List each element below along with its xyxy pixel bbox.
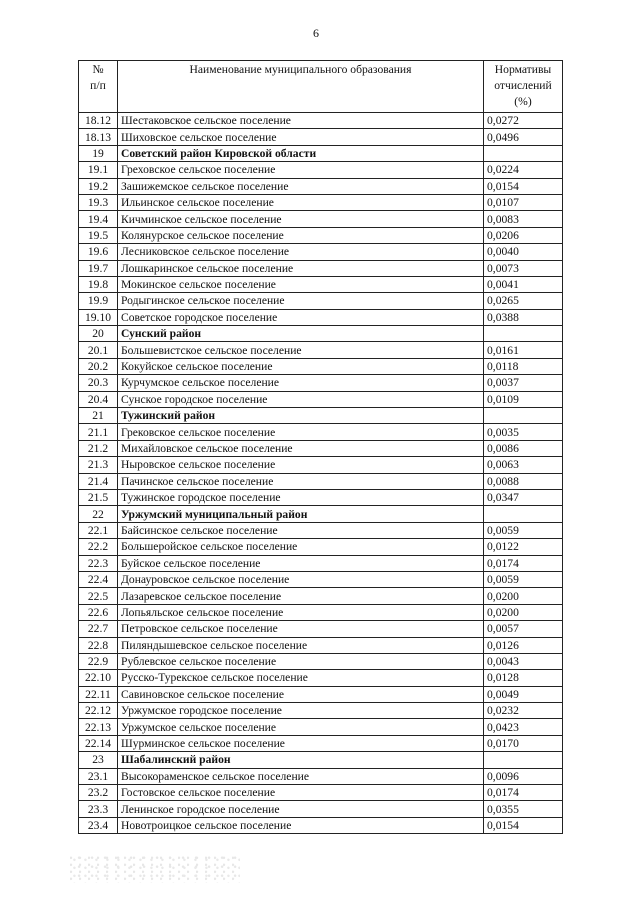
row-name: Лошкаринское сельское поселение	[118, 260, 484, 276]
row-rate: 0,0118	[484, 358, 563, 374]
row-number: 22.14	[79, 735, 118, 751]
row-number: 19.7	[79, 260, 118, 276]
row-rate: 0,0154	[484, 817, 563, 833]
row-rate: 0,0496	[484, 129, 563, 145]
row-name: Кокуйское сельское поселение	[118, 358, 484, 374]
row-name: Ленинское городское поселение	[118, 801, 484, 817]
row-number: 19.9	[79, 293, 118, 309]
row-rate: 0,0200	[484, 588, 563, 604]
row-name: Шурминское сельское поселение	[118, 735, 484, 751]
row-rate: 0,0355	[484, 801, 563, 817]
table-row	[79, 211, 563, 227]
row-number: 22.3	[79, 555, 118, 571]
row-name: Байсинское сельское поселение	[118, 522, 484, 538]
row-number: 20.2	[79, 358, 118, 374]
row-name: Зашижемское сельское поселение	[118, 178, 484, 194]
header-row	[79, 61, 563, 113]
row-number: 19.3	[79, 194, 118, 210]
row-name: Михайловское сельское поселение	[118, 440, 484, 456]
table-row	[79, 391, 563, 407]
table-row	[79, 637, 563, 653]
page-number: 6	[313, 26, 319, 40]
header-num: № п/п	[79, 61, 118, 113]
row-name: Русско-Турекское сельское поселение	[118, 670, 484, 686]
table-row	[79, 162, 563, 178]
row-rate: 0,0388	[484, 309, 563, 325]
table-row	[79, 703, 563, 719]
row-rate	[484, 408, 563, 424]
table-row	[79, 768, 563, 784]
row-name: Тужинское городское поселение	[118, 489, 484, 505]
row-rate: 0,0107	[484, 194, 563, 210]
row-rate: 0,0059	[484, 522, 563, 538]
row-rate	[484, 506, 563, 522]
row-number: 23	[79, 752, 118, 768]
row-number: 22.5	[79, 588, 118, 604]
table-row	[79, 539, 563, 555]
table-row	[79, 194, 563, 210]
row-name: Петровское сельское поселение	[118, 621, 484, 637]
row-number: 22.9	[79, 653, 118, 669]
row-name: Донауровское сельское поселение	[118, 571, 484, 587]
row-number: 22	[79, 506, 118, 522]
row-rate: 0,0041	[484, 276, 563, 292]
table-row	[79, 785, 563, 801]
table-row	[79, 621, 563, 637]
row-number: 19.10	[79, 309, 118, 325]
table-row	[79, 358, 563, 374]
row-name: Лазаревское сельское поселение	[118, 588, 484, 604]
row-number: 22.2	[79, 539, 118, 555]
norms-table	[78, 60, 563, 834]
table-row	[79, 473, 563, 489]
row-rate: 0,0096	[484, 768, 563, 784]
table-row	[79, 342, 563, 358]
row-rate: 0,0174	[484, 785, 563, 801]
row-rate: 0,0040	[484, 244, 563, 260]
row-rate: 0,0423	[484, 719, 563, 735]
row-number: 22.12	[79, 703, 118, 719]
row-name: Гостовское сельское поселение	[118, 785, 484, 801]
row-name: Шиховское сельское поселение	[118, 129, 484, 145]
table-row	[79, 588, 563, 604]
row-number: 19.1	[79, 162, 118, 178]
row-name: Уржумский муниципальный район	[118, 506, 484, 522]
row-number: 22.1	[79, 522, 118, 538]
row-name: Грековское сельское поселение	[118, 424, 484, 440]
row-rate: 0,0154	[484, 178, 563, 194]
table-row	[79, 227, 563, 243]
district-row	[79, 326, 563, 342]
row-rate: 0,0083	[484, 211, 563, 227]
header-rate: Нормативы отчислений (%)	[484, 61, 563, 113]
row-name: Советский район Кировской области	[118, 145, 484, 161]
table-row	[79, 129, 563, 145]
row-number: 22.10	[79, 670, 118, 686]
table-row	[79, 604, 563, 620]
row-number: 19	[79, 145, 118, 161]
row-rate: 0,0109	[484, 391, 563, 407]
table-row	[79, 309, 563, 325]
row-name: Большевистское сельское поселение	[118, 342, 484, 358]
row-number: 19.5	[79, 227, 118, 243]
row-number: 20.1	[79, 342, 118, 358]
row-number: 20	[79, 326, 118, 342]
row-name: Пиляндышевское сельское поселение	[118, 637, 484, 653]
row-number: 19.8	[79, 276, 118, 292]
table-row	[79, 293, 563, 309]
table-row	[79, 686, 563, 702]
row-rate: 0,0161	[484, 342, 563, 358]
row-number: 20.4	[79, 391, 118, 407]
row-rate: 0,0035	[484, 424, 563, 440]
table-row	[79, 653, 563, 669]
row-name: Сунское городское поселение	[118, 391, 484, 407]
row-rate: 0,0122	[484, 539, 563, 555]
table-row	[79, 244, 563, 260]
row-number: 23.1	[79, 768, 118, 784]
row-name: Новотроицкое сельское поселение	[118, 817, 484, 833]
row-number: 18.12	[79, 113, 118, 129]
row-rate	[484, 145, 563, 161]
row-name: Ильинское сельское поселение	[118, 194, 484, 210]
table-row	[79, 375, 563, 391]
row-name: Большеройское сельское поселение	[118, 539, 484, 555]
row-name: Шабалинский район	[118, 752, 484, 768]
district-row	[79, 752, 563, 768]
row-number: 22.4	[79, 571, 118, 587]
table-row	[79, 817, 563, 833]
row-rate	[484, 752, 563, 768]
row-name: Савиновское сельское поселение	[118, 686, 484, 702]
row-rate: 0,0272	[484, 113, 563, 129]
row-name: Рублевское сельское поселение	[118, 653, 484, 669]
table-body	[79, 113, 563, 834]
row-name: Буйское сельское поселение	[118, 555, 484, 571]
row-name: Кичминское сельское поселение	[118, 211, 484, 227]
row-number: 21.4	[79, 473, 118, 489]
row-name: Шестаковское сельское поселение	[118, 113, 484, 129]
district-row	[79, 408, 563, 424]
table-row	[79, 178, 563, 194]
row-rate: 0,0073	[484, 260, 563, 276]
table-header	[79, 61, 563, 113]
row-rate: 0,0174	[484, 555, 563, 571]
row-name: Высокораменское сельское поселение	[118, 768, 484, 784]
row-name: Колянурское сельское поселение	[118, 227, 484, 243]
row-rate: 0,0200	[484, 604, 563, 620]
district-row	[79, 506, 563, 522]
row-rate: 0,0059	[484, 571, 563, 587]
row-number: 22.11	[79, 686, 118, 702]
row-rate: 0,0057	[484, 621, 563, 637]
row-name: Родыгинское сельское поселение	[118, 293, 484, 309]
table-row	[79, 719, 563, 735]
row-rate: 0,0265	[484, 293, 563, 309]
row-rate: 0,0347	[484, 489, 563, 505]
row-rate: 0,0049	[484, 686, 563, 702]
table-row	[79, 801, 563, 817]
row-number: 19.4	[79, 211, 118, 227]
row-name: Сунский район	[118, 326, 484, 342]
row-rate: 0,0170	[484, 735, 563, 751]
table-row	[79, 113, 563, 129]
header-name: Наименование муниципального образования	[118, 61, 484, 113]
table-row	[79, 440, 563, 456]
row-name: Советское городское поселение	[118, 309, 484, 325]
row-name: Мокинское сельское поселение	[118, 276, 484, 292]
row-rate	[484, 326, 563, 342]
row-rate: 0,0128	[484, 670, 563, 686]
row-number: 21.3	[79, 457, 118, 473]
table-row	[79, 424, 563, 440]
table-row	[79, 571, 563, 587]
row-number: 22.7	[79, 621, 118, 637]
row-rate: 0,0037	[484, 375, 563, 391]
row-number: 22.13	[79, 719, 118, 735]
table-row	[79, 457, 563, 473]
row-name: Уржумское городское поселение	[118, 703, 484, 719]
row-number: 19.2	[79, 178, 118, 194]
table-row	[79, 489, 563, 505]
table-row	[79, 670, 563, 686]
row-number: 22.8	[79, 637, 118, 653]
row-rate: 0,0126	[484, 637, 563, 653]
row-rate: 0,0063	[484, 457, 563, 473]
row-number: 21.1	[79, 424, 118, 440]
row-rate: 0,0224	[484, 162, 563, 178]
table-row	[79, 555, 563, 571]
row-name: Лесниковское сельское поселение	[118, 244, 484, 260]
row-name: Курчумское сельское поселение	[118, 375, 484, 391]
row-number: 23.3	[79, 801, 118, 817]
row-number: 21	[79, 408, 118, 424]
table-row	[79, 735, 563, 751]
row-rate: 0,0043	[484, 653, 563, 669]
row-number: 21.2	[79, 440, 118, 456]
row-rate: 0,0086	[484, 440, 563, 456]
row-number: 20.3	[79, 375, 118, 391]
scan-artifact	[70, 855, 240, 883]
row-number: 22.6	[79, 604, 118, 620]
row-name: Уржумское сельское поселение	[118, 719, 484, 735]
row-name: Лопьяльское сельское поселение	[118, 604, 484, 620]
row-name: Ныровское сельское поселение	[118, 457, 484, 473]
row-rate: 0,0088	[484, 473, 563, 489]
row-rate: 0,0206	[484, 227, 563, 243]
table-row	[79, 276, 563, 292]
row-name: Греховское сельское поселение	[118, 162, 484, 178]
row-number: 23.4	[79, 817, 118, 833]
row-rate: 0,0232	[484, 703, 563, 719]
row-number: 21.5	[79, 489, 118, 505]
row-name: Тужинский район	[118, 408, 484, 424]
row-number: 19.6	[79, 244, 118, 260]
table-row	[79, 260, 563, 276]
row-name: Пачинское сельское поселение	[118, 473, 484, 489]
row-number: 23.2	[79, 785, 118, 801]
table-row	[79, 522, 563, 538]
district-row	[79, 145, 563, 161]
row-number: 18.13	[79, 129, 118, 145]
